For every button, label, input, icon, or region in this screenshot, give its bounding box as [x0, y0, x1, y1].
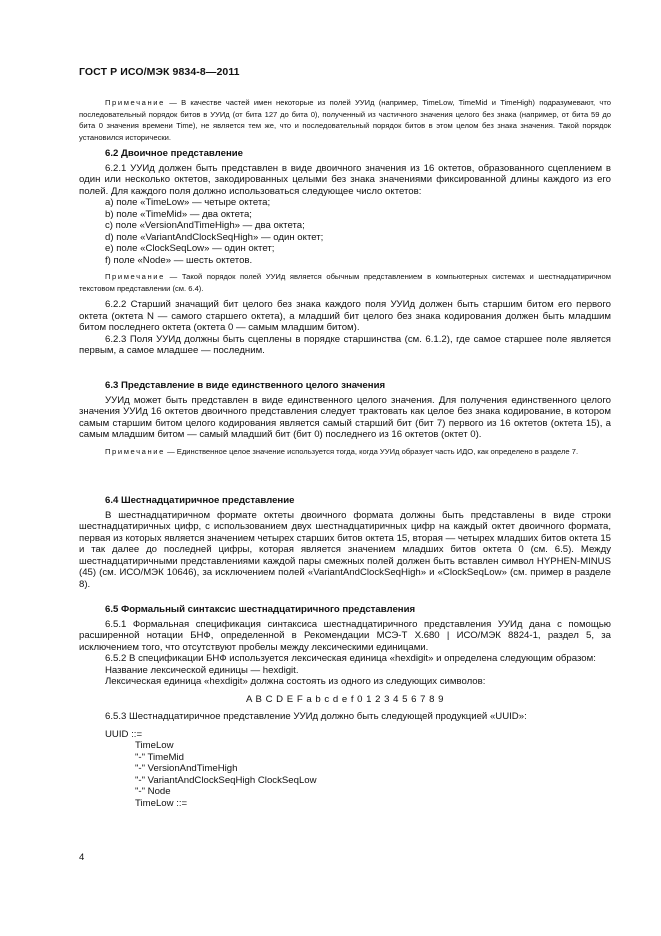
note-2 — [79, 271, 611, 294]
section-6-3 — [79, 380, 611, 457]
code-line: TimeLow — [135, 740, 174, 751]
lexical-name-line: Название лексической единицы — hexdigit. — [105, 664, 299, 676]
document-header: ГОСТ Р ИСО/МЭК 9834-8—2011 — [79, 66, 240, 78]
list-item: e) поле «ClockSeqLow» — один октет; — [105, 243, 275, 254]
lexical-def-line: Лексическая единица «hexdigit» должна состоять из одного из следующих символов: — [105, 676, 486, 687]
note-label: Примечание — [105, 446, 165, 456]
paragraph-6-2-2: 6.2.2 Старший значащий бит целого без знака каждого поля УУИд должен быть старшим битом его первого октета (октета N — самого старшего октета), а младший бит целого без знака кодирования должен быть младшим битом последнего октета (октета 0 — самым младшим битом). — [79, 299, 611, 334]
note-label: Примечание — [105, 272, 165, 281]
note-text: — Такой порядок полей УУИд является обычным представлением в компьютерных системах и шестнадцатиричном текстовом представлении (см. 6.4). — [79, 272, 611, 293]
list-item: a) поле «TimeLow» — четыре октета; — [105, 197, 271, 208]
section-heading: 6.4 Шестнадцатиричное представление — [105, 495, 295, 506]
hexdigit-chars: A B C D E F a b c d e f 0 1 2 3 4 5 6 7 8 9 — [245, 693, 445, 705]
note-1 — [79, 97, 611, 143]
paragraph-6-2-1: 6.2.1 УУИд должен быть представлен в виде двоичного значения из 16 октетов, образованного сцеплением в один или несколько октетов, закодированных целыми без знака значениями фиксированной длины каждого из его полей. Для каждого поля должно использоваться следующее число октетов: — [79, 162, 611, 197]
list-item: f) поле «Node» — шесть октетов. — [105, 254, 253, 266]
code-line: UUID ::= — [105, 728, 143, 740]
code-line: "-" VersionAndTimeHigh — [135, 763, 238, 774]
code-line: "-" VariantAndClockSeqHigh ClockSeqLow — [135, 774, 317, 786]
note-3 — [79, 446, 611, 458]
paragraph-6-4: В шестнадцатиричном формате октеты двоичного формата должны быть представлены в виде строки шестнадцатиричных цифр, с использованием двух шестнадцатиричных цифр на каждый октет двоичного формата, первая из которых является значением четырех старших битов октета 15, вторая — четырех младших битов октета 15 и так далее до последней цифры, которая является значением младших битов октета 0 (см. 6.5). Между шестнадцатиричными представлениями каждой пары смежных полей должен быть вставлен символ HYPHEN-MINUS (45) (см. ИСО/МЭК 10646), за исключением полей «VariantAndClockSeqHigh» и «ClockSeqLow» (см. пример в разделе 8). — [79, 509, 611, 590]
list-item: d) поле «VariantAndClockSeqHigh» — один октет; — [105, 231, 324, 243]
code-line: TimeLow ::= — [135, 797, 188, 809]
paragraph-6-5-1: 6.5.1 Формальная спецификация синтаксиса шестнадцатиричного представления УУИд дана с помощью расширенной нотации БНФ, определенной в Рекомендации МСЭ-Т Х.680 | ИСО/МЭК 8824-1, раздел 5, за исключением того, что отсутствуют пробелы между лексическими единицами. — [79, 618, 611, 653]
paragraph-6-5-3: 6.5.3 Шестнадцатиричное представление УУИд должно быть следующей продукцией «UUID»: — [105, 711, 527, 722]
code-line: "-" TimeMid — [135, 751, 184, 763]
paragraph-6-3: УУИд может быть представлен в виде единственного целого значения. Для получения единственного целого значения УУИд 16 октетов двоичного представления следует трактовать как целое без знака кодирование, в котором самым старшим битом целого кодирования является самый старший бит (бит 7) первого из 16 октетов (октета 15), а самым младшим битом — самый младший бит (бит 0) последнего из 16 октетов (октет 0). — [79, 394, 611, 440]
note-label: Примечание — [105, 98, 165, 107]
section-6-5 — [79, 604, 611, 809]
section-6-2 — [79, 148, 611, 357]
section-6-4 — [79, 495, 611, 590]
note-text: — В качестве частей имен некоторые из полей УУИд (например, TimeLow, TimeMid и TimeHigh) подразумевают, что последовательный порядок битов в УУИд (от бита 127 до бита 0), полученный из частичного значения целого без знака (например, от бита 59 до бита 0 значения времени Time), не является тем же, что и последовательный порядок битов в этом целом без знака значения. Такой порядок установился исторически. — [79, 98, 611, 142]
paragraph-6-5-2: 6.5.2 В спецификации БНФ используется лексическая единица «hexdigit» и определена следующим образом: — [105, 653, 596, 664]
paragraph-6-2-3: 6.2.3 Поля УУИд должны быть сцеплены в порядке старшинства (см. 6.1.2), где самое старшее поле является первым, а самое младшее — последним. — [79, 333, 611, 357]
list-item: c) поле «VersionAndTimeHigh» — два октета; — [105, 220, 305, 231]
page-number: 4 — [79, 852, 85, 863]
section-heading: 6.5 Формальный синтаксис шестнадцатиричного представления — [105, 604, 416, 615]
section-heading: 6.3 Представление в виде единственного целого значения — [105, 380, 386, 391]
note-text: — Единственное целое значение используется тогда, когда УУИд образует часть ИДО, как определено в разделе 7. — [167, 446, 579, 456]
list-item: b) поле «TimeMid» — два октета; — [105, 208, 252, 220]
code-line: "-" Node — [135, 786, 171, 797]
section-heading: 6.2 Двоичное представление — [105, 148, 244, 159]
